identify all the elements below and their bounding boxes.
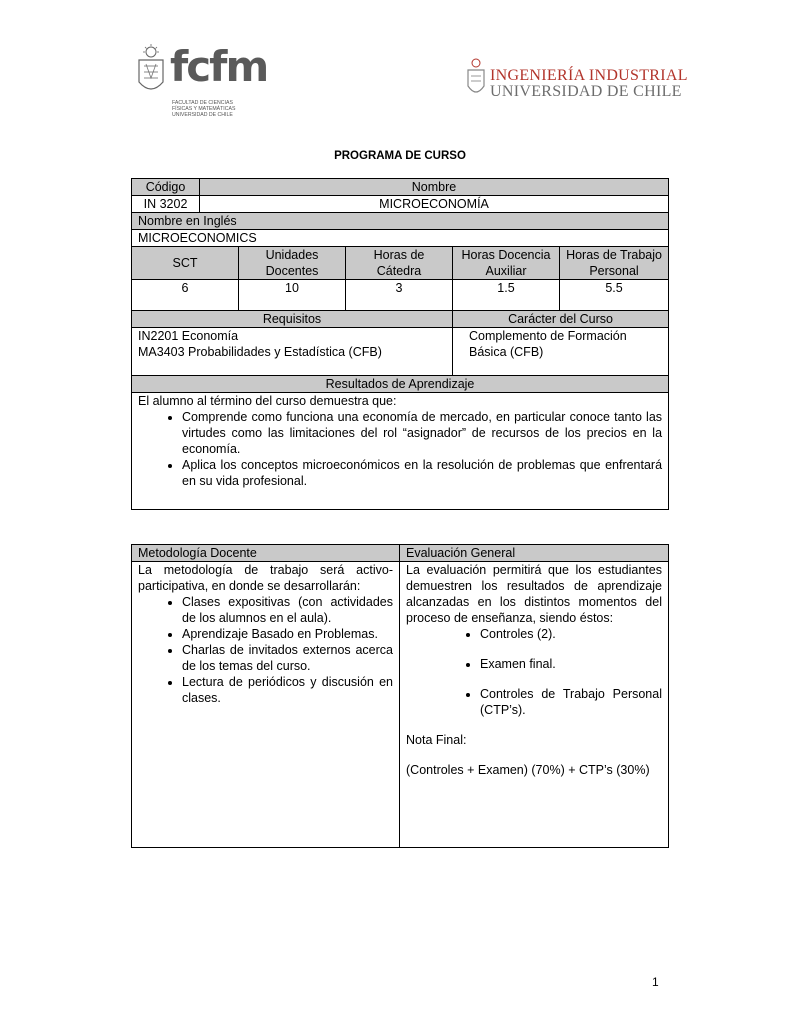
fcfm-wordmark: fcfm xyxy=(170,42,268,91)
metodologia-list xyxy=(138,594,393,706)
logo-line-1: INGENIERÍA INDUSTRIAL xyxy=(490,67,688,84)
page-title: PROGRAMA DE CURSO xyxy=(334,150,466,162)
nota-final-label: Nota Final: xyxy=(406,733,467,747)
caracter-value: Complemento de Formación Básica (CFB) xyxy=(453,328,669,376)
resultados-intro: El alumno al término del curso demuestra que: xyxy=(138,394,397,408)
nombre-header: Nombre xyxy=(200,179,669,196)
metodologia-content xyxy=(132,562,400,848)
nombre-ingles-value: MICROECONOMICS xyxy=(132,230,669,247)
codigo-header: Código xyxy=(132,179,200,196)
list-item: • Examen final. xyxy=(480,656,662,672)
university-seal-icon xyxy=(466,56,486,98)
list-item: • Aplica los conceptos microeconómicos en la resolución de problemas que enfrentará en su vida profesional. xyxy=(182,457,662,489)
methodology-table xyxy=(131,544,669,848)
codigo-value: IN 3202 xyxy=(132,196,200,213)
evaluacion-list xyxy=(406,626,662,718)
evaluacion-content xyxy=(400,562,669,848)
evaluacion-header: Evaluación General xyxy=(400,545,669,562)
resultados-content xyxy=(132,393,669,510)
sct-value: 6 xyxy=(132,280,239,311)
list-item: • Charlas de invitados externos acerca de los temas del curso. xyxy=(182,642,393,674)
fcfm-subtitle: FACULTAD DE CIENCIAS FÍSICAS Y MATEMÁTICAS UNIVERSIDAD DE CHILE xyxy=(172,100,236,118)
horas-catedra-header: Horas de Cátedra xyxy=(346,247,453,280)
nombre-ingles-header: Nombre en Inglés xyxy=(132,213,669,230)
list-item: • Aprendizaje Basado en Problemas. xyxy=(182,626,393,642)
horas-trabajo-value: 5.5 xyxy=(560,280,669,311)
horas-auxiliar-header: Horas Docencia Auxiliar xyxy=(453,247,560,280)
horas-catedra-value: 3 xyxy=(346,280,453,311)
nombre-value: MICROECONOMÍA xyxy=(200,196,669,213)
list-item: • Controles (2). xyxy=(480,626,662,642)
requisito-item: IN2201 Economía xyxy=(138,329,239,343)
list-item: • Comprende como funciona una economía de mercado, en particular conoce tanto las virtudes como las limitaciones del rol “asignador” de recursos de los precios en la economía. xyxy=(182,409,662,457)
horas-auxiliar-value: 1.5 xyxy=(453,280,560,311)
metodologia-header: Metodología Docente xyxy=(132,545,400,562)
resultados-header: Resultados de Aprendizaje xyxy=(132,376,669,393)
fcfm-logo xyxy=(136,42,268,118)
nota-final-formula: (Controles + Examen) (70%) + CTP’s (30%) xyxy=(406,763,650,777)
caracter-header: Carácter del Curso xyxy=(453,311,669,328)
course-info-table xyxy=(131,178,669,510)
resultados-list xyxy=(138,409,662,489)
requisito-item: MA3403 Probabilidades y Estadística (CFB) xyxy=(138,345,382,359)
list-item: • Clases expositivas (con actividades de los alumnos en el aula). xyxy=(182,594,393,626)
list-item: • Controles de Trabajo Personal (CTP’s). xyxy=(480,686,662,718)
requisitos-value xyxy=(132,328,453,376)
unidades-docentes-value: 10 xyxy=(239,280,346,311)
page-number: 1 xyxy=(652,975,659,989)
list-item: • Lectura de periódicos y discusión en clases. xyxy=(182,674,393,706)
logo-line-2: UNIVERSIDAD DE CHILE xyxy=(490,83,682,100)
requisitos-header: Requisitos xyxy=(132,311,453,328)
sct-header: SCT xyxy=(132,247,239,280)
ingenieria-industrial-logo xyxy=(466,56,688,102)
horas-trabajo-header: Horas de Trabajo Personal xyxy=(560,247,669,280)
evaluacion-intro: La evaluación permitirá que los estudiantes demuestren los resultados de aprendizaje alcanzadas en los distintos momentos del proceso de enseñanza, siendo éstos: xyxy=(406,563,662,625)
unidades-docentes-header: Unidades Docentes xyxy=(239,247,346,280)
university-seal-icon xyxy=(136,44,166,96)
metodologia-intro: La metodología de trabajo será activo-participativa, en donde se desarrollarán: xyxy=(138,563,393,593)
